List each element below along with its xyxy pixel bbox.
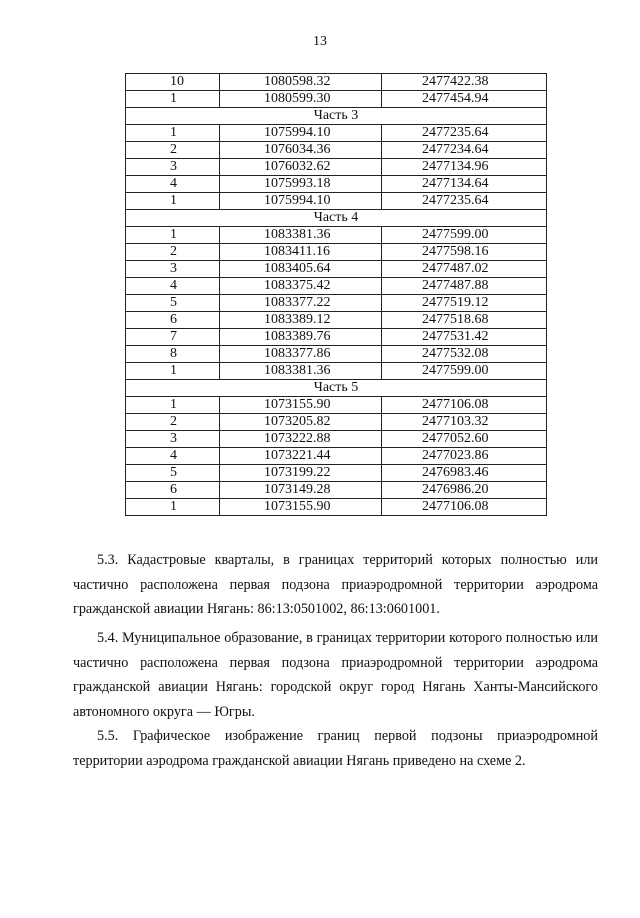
y-coordinate-cell: 2477531.42 xyxy=(382,329,547,346)
x-coordinate-cell: 1083381.36 xyxy=(220,227,382,244)
x-coordinate-cell: 1073222.88 xyxy=(220,431,382,448)
table-row xyxy=(126,193,547,210)
point-number-cell: 4 xyxy=(126,176,220,193)
table-row xyxy=(126,346,547,363)
x-coordinate-cell: 1083381.36 xyxy=(220,363,382,380)
x-coordinate-cell: 1080599.30 xyxy=(220,91,382,108)
table-row xyxy=(126,159,547,176)
point-number-cell: 5 xyxy=(126,295,220,312)
y-coordinate-cell: 2477518.68 xyxy=(382,312,547,329)
point-number-cell: 1 xyxy=(126,397,220,414)
paragraph-municipality xyxy=(73,626,598,724)
section-header-row xyxy=(126,380,547,397)
table-row xyxy=(126,414,547,431)
point-number-cell: 7 xyxy=(126,329,220,346)
y-coordinate-cell: 2476986.20 xyxy=(382,482,547,499)
x-coordinate-cell: 1073221.44 xyxy=(220,448,382,465)
table-row xyxy=(126,244,547,261)
x-coordinate-cell: 1075993.18 xyxy=(220,176,382,193)
x-coordinate-cell: 1073205.82 xyxy=(220,414,382,431)
y-coordinate-cell: 2477134.96 xyxy=(382,159,547,176)
y-coordinate-cell: 2477052.60 xyxy=(382,431,547,448)
point-number-cell: 3 xyxy=(126,431,220,448)
table-row xyxy=(126,295,547,312)
table-row xyxy=(126,176,547,193)
y-coordinate-cell: 2477106.08 xyxy=(382,499,547,516)
point-number-cell: 6 xyxy=(126,312,220,329)
point-number-cell: 5 xyxy=(126,465,220,482)
section-header-row xyxy=(126,108,547,125)
y-coordinate-cell: 2477519.12 xyxy=(382,295,547,312)
x-coordinate-cell: 1073155.90 xyxy=(220,397,382,414)
y-coordinate-cell: 2477422.38 xyxy=(382,74,547,91)
table-row xyxy=(126,448,547,465)
x-coordinate-cell: 1083389.12 xyxy=(220,312,382,329)
y-coordinate-cell: 2477532.08 xyxy=(382,346,547,363)
section-title: Часть 5 xyxy=(126,380,547,397)
y-coordinate-cell: 2476983.46 xyxy=(382,465,547,482)
y-coordinate-cell: 2477598.16 xyxy=(382,244,547,261)
point-number-cell: 3 xyxy=(126,261,220,278)
paragraph-5-5: 5.5. Графическое изображение границ первой подзоны приаэродромной территории аэродрома гражданской авиации Нягань приведено на схеме 2. xyxy=(73,728,598,769)
y-coordinate-cell: 2477235.64 xyxy=(382,193,547,210)
x-coordinate-cell: 1083405.64 xyxy=(220,261,382,278)
x-coordinate-cell: 1083377.22 xyxy=(220,295,382,312)
table-row xyxy=(126,74,547,91)
table-row xyxy=(126,91,547,108)
x-coordinate-cell: 1073149.28 xyxy=(220,482,382,499)
point-number-cell: 4 xyxy=(126,278,220,295)
point-number-cell: 2 xyxy=(126,414,220,431)
point-number-cell: 8 xyxy=(126,346,220,363)
point-number-cell: 3 xyxy=(126,159,220,176)
point-number-cell: 1 xyxy=(126,91,220,108)
y-coordinate-cell: 2477103.32 xyxy=(382,414,547,431)
x-coordinate-cell: 1083389.76 xyxy=(220,329,382,346)
point-number-cell: 1 xyxy=(126,227,220,244)
coordinates-table-body xyxy=(126,74,547,516)
point-number-cell: 4 xyxy=(126,448,220,465)
y-coordinate-cell: 2477106.08 xyxy=(382,397,547,414)
point-number-cell: 1 xyxy=(126,193,220,210)
point-number-cell: 1 xyxy=(126,125,220,142)
table-row xyxy=(126,465,547,482)
x-coordinate-cell: 1075994.10 xyxy=(220,125,382,142)
table-row xyxy=(126,482,547,499)
table-row xyxy=(126,363,547,380)
x-coordinate-cell: 1075994.10 xyxy=(220,193,382,210)
paragraph-5-3: 5.3. Кадастровые кварталы, в границах территорий которых полностью или частично расположена первая подзона приаэродромной территории аэродрома гражданской авиации Нягань: 86:13:0501002, 86:13:0601001. xyxy=(73,552,598,617)
section-header-row xyxy=(126,210,547,227)
x-coordinate-cell: 1083375.42 xyxy=(220,278,382,295)
y-coordinate-cell: 2477599.00 xyxy=(382,227,547,244)
x-coordinate-cell: 1076034.36 xyxy=(220,142,382,159)
x-coordinate-cell: 1076032.62 xyxy=(220,159,382,176)
table-row xyxy=(126,227,547,244)
point-number-cell: 6 xyxy=(126,482,220,499)
x-coordinate-cell: 1083411.16 xyxy=(220,244,382,261)
table-row xyxy=(126,329,547,346)
table-row xyxy=(126,261,547,278)
table-row xyxy=(126,499,547,516)
table-row xyxy=(126,431,547,448)
point-number-cell: 1 xyxy=(126,363,220,380)
point-number-cell: 10 xyxy=(126,74,220,91)
point-number-cell: 2 xyxy=(126,142,220,159)
table-row xyxy=(126,312,547,329)
x-coordinate-cell: 1073155.90 xyxy=(220,499,382,516)
x-coordinate-cell: 1073199.22 xyxy=(220,465,382,482)
point-number-cell: 1 xyxy=(126,499,220,516)
y-coordinate-cell: 2477235.64 xyxy=(382,125,547,142)
paragraph-5-4: 5.4. Муниципальное образование, в границах территории которого полностью или частично расположена первая подзона приаэродромной территории аэродрома гражданской авиации Нягань: городской округ город Нягань Ханты-Мансийского автономного округа — Югры. xyxy=(73,630,598,720)
paragraph-graphic-image xyxy=(73,724,598,773)
section-title: Часть 4 xyxy=(126,210,547,227)
x-coordinate-cell: 1080598.32 xyxy=(220,74,382,91)
table-row xyxy=(126,142,547,159)
y-coordinate-cell: 2477487.02 xyxy=(382,261,547,278)
y-coordinate-cell: 2477487.88 xyxy=(382,278,547,295)
table-row xyxy=(126,397,547,414)
page-number: 13 xyxy=(313,34,327,49)
y-coordinate-cell: 2477134.64 xyxy=(382,176,547,193)
paragraph-cadastral-quarters xyxy=(73,548,598,622)
coordinates-table xyxy=(125,73,547,516)
y-coordinate-cell: 2477023.86 xyxy=(382,448,547,465)
section-title: Часть 3 xyxy=(126,108,547,125)
table-row xyxy=(126,125,547,142)
y-coordinate-cell: 2477454.94 xyxy=(382,91,547,108)
x-coordinate-cell: 1083377.86 xyxy=(220,346,382,363)
table-row xyxy=(126,278,547,295)
y-coordinate-cell: 2477234.64 xyxy=(382,142,547,159)
point-number-cell: 2 xyxy=(126,244,220,261)
y-coordinate-cell: 2477599.00 xyxy=(382,363,547,380)
